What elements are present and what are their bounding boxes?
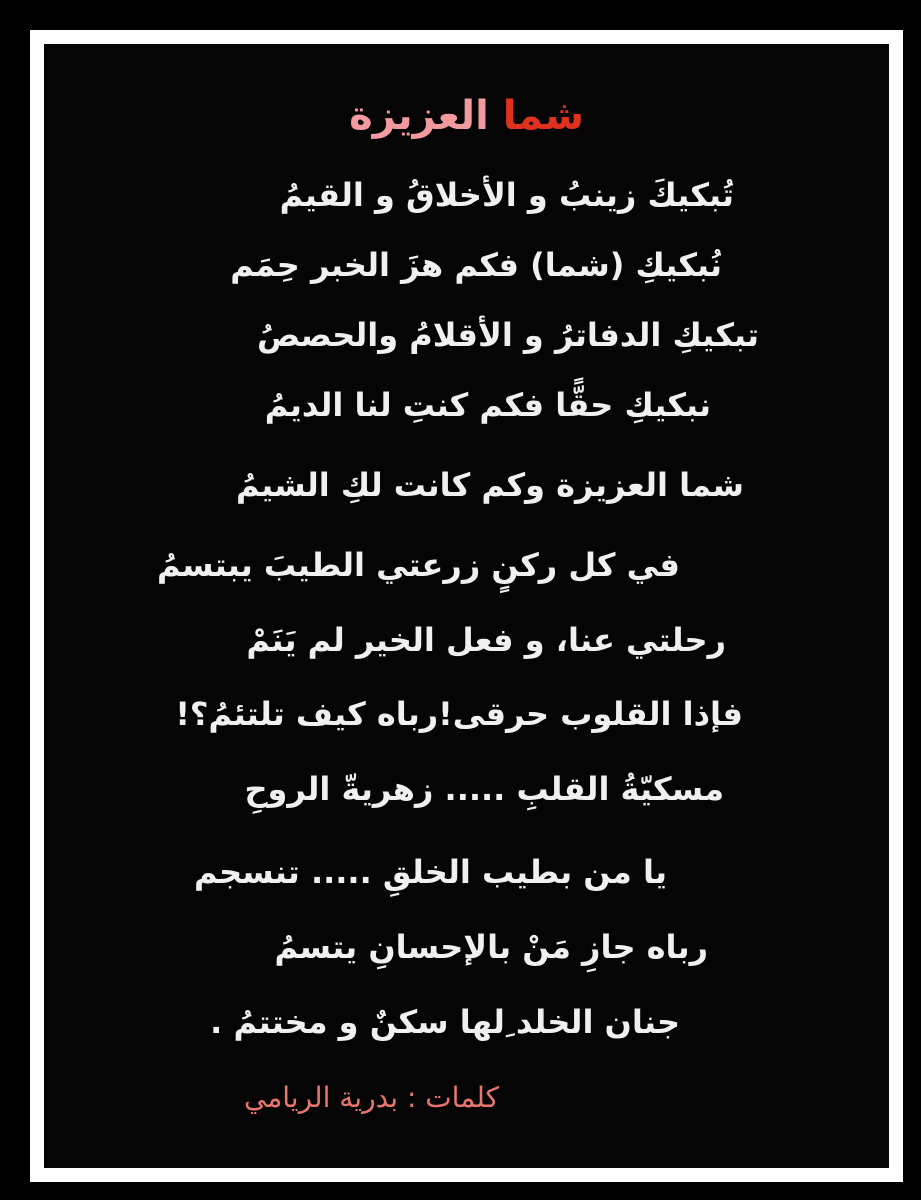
poem-line-10: يا من بطيب الخلقِ ..... تنسجم <box>194 853 667 891</box>
title-word-1: شما <box>502 93 584 139</box>
poem-line-4: نبكيكِ حقًّا فكم كنتِ لنا الديمُ <box>264 386 711 424</box>
poem-line-12: جنان الخلد ِلها سكنٌ و مختتمُ . <box>210 1003 680 1041</box>
poem-title <box>44 88 889 144</box>
poem-line-1: تُبكيكَ زينبُ و الأخلاقُ و القيمُ <box>279 176 734 214</box>
poem-credit: كلمات : بدرية الريامي <box>243 1081 499 1114</box>
poem-line-2: نُبكيكِ (شما) فكم هزَ الخبر حِمَم <box>230 246 722 284</box>
poem-line-11: رباه جازِ مَنْ بالإحسانِ يتسمُ <box>274 928 708 966</box>
poem-container <box>44 44 889 1168</box>
poem-line-9: مسكيّةُ القلبِ ..... زهريةّ الروحِ <box>244 770 724 808</box>
title-word-2: العزيزة <box>349 93 489 139</box>
poem-line-3: تبكيكِ الدفاترُ و الأقلامُ والحصصُ <box>257 316 759 354</box>
poem-line-6: في كل ركنٍ زرعتي الطيبَ يبتسمُ <box>156 546 680 584</box>
poem-line-5: شما العزيزة وكم كانت لكِ الشيمُ <box>235 466 744 504</box>
poem-line-8: فإذا القلوب حرقى!رباه كيف تلتئمُ؟! <box>175 695 743 733</box>
poem-line-7: رحلتي عنا، و فعل الخير لم يَنَمْ <box>246 621 726 659</box>
